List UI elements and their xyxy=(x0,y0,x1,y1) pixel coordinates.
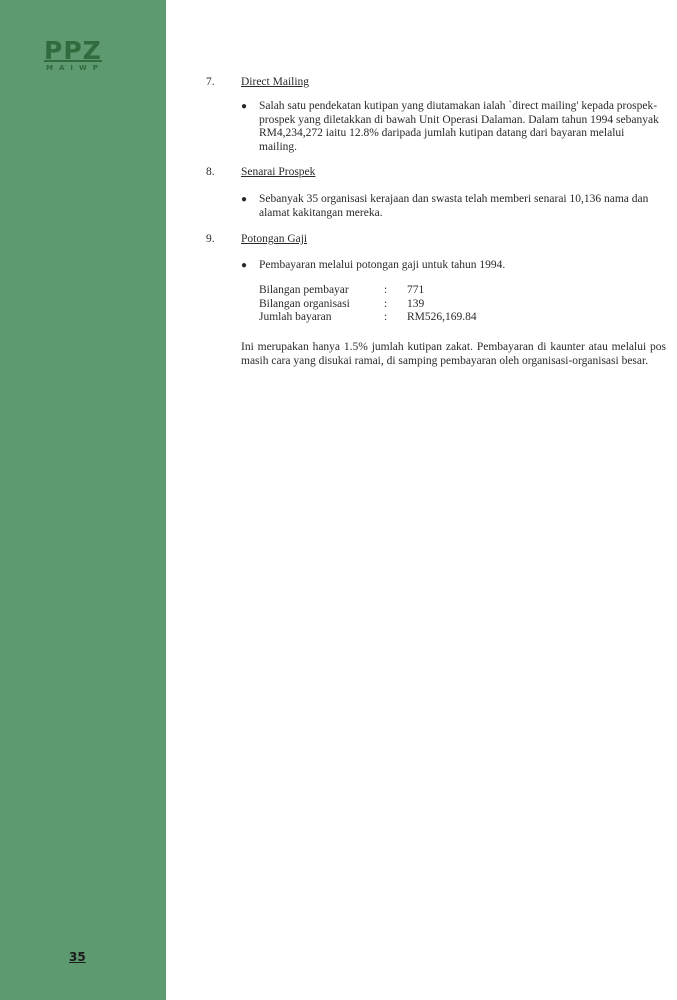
ppz-logo xyxy=(44,38,116,78)
row-colon: : xyxy=(384,297,388,310)
bullet-text: Salah satu pendekatan kutipan yang diutamakan ialah `direct mailing' kepada prospek-prospek yang diletakkan di bawah Unit Operasi Dalaman. Dalam tahun 1994 sebanyak RM4,234,272 iaitu 12.8% daripada jumlah kutipan datang dari bayaran melalui mailing. xyxy=(259,100,659,153)
row-label: Bilangan organisasi xyxy=(259,297,350,310)
section-8-heading xyxy=(206,166,666,182)
row-value: 139 xyxy=(407,297,425,310)
table-row xyxy=(259,311,559,325)
row-value: 771 xyxy=(407,284,425,296)
document-body xyxy=(206,0,666,1000)
bullet-text: Sebanyak 35 organisasi kerajaan dan swasta telah memberi senarai 10,136 nama dan alamat kakitangan mereka. xyxy=(259,193,649,219)
bullet-icon: ● xyxy=(241,194,248,205)
page-number: 35 xyxy=(69,950,86,964)
section-title: Direct Mailing xyxy=(241,76,310,88)
section-7-bullet xyxy=(241,100,666,156)
section-title: Potongan Gaji xyxy=(241,233,308,245)
section-9-bullet xyxy=(241,259,666,275)
section-8-bullet xyxy=(241,193,666,223)
table-row xyxy=(259,284,559,298)
bullet-icon: ● xyxy=(241,260,248,271)
section-7-heading xyxy=(206,76,666,92)
logo-sub-text: MAIWP xyxy=(46,64,104,72)
row-colon: : xyxy=(384,311,388,323)
section-number: 9. xyxy=(206,233,215,245)
row-label: Bilangan pembayar xyxy=(259,284,349,296)
green-sidebar xyxy=(0,0,166,1000)
section-title: Senarai Prospek xyxy=(241,166,316,178)
section-number: 7. xyxy=(206,76,215,88)
section-9-heading xyxy=(206,233,666,249)
closing-paragraph: Ini merupakan hanya 1.5% jumlah kutipan zakat. Pembayaran di kaunter atau melalui pos masih cara yang disukai ramai, di samping pembayaran oleh organisasi-organisasi besar. xyxy=(241,341,666,367)
section-number: 8. xyxy=(206,166,215,178)
bullet-text: Pembayaran melalui potongan gaji untuk tahun 1994. xyxy=(259,259,506,271)
bullet-icon: ● xyxy=(241,101,248,112)
row-value: RM526,169.84 xyxy=(407,311,477,323)
payroll-table xyxy=(259,284,559,325)
row-colon: : xyxy=(384,284,388,296)
row-label: Jumlah bayaran xyxy=(259,311,332,323)
table-row xyxy=(259,298,559,312)
logo-main-text: PPZ xyxy=(44,36,102,65)
